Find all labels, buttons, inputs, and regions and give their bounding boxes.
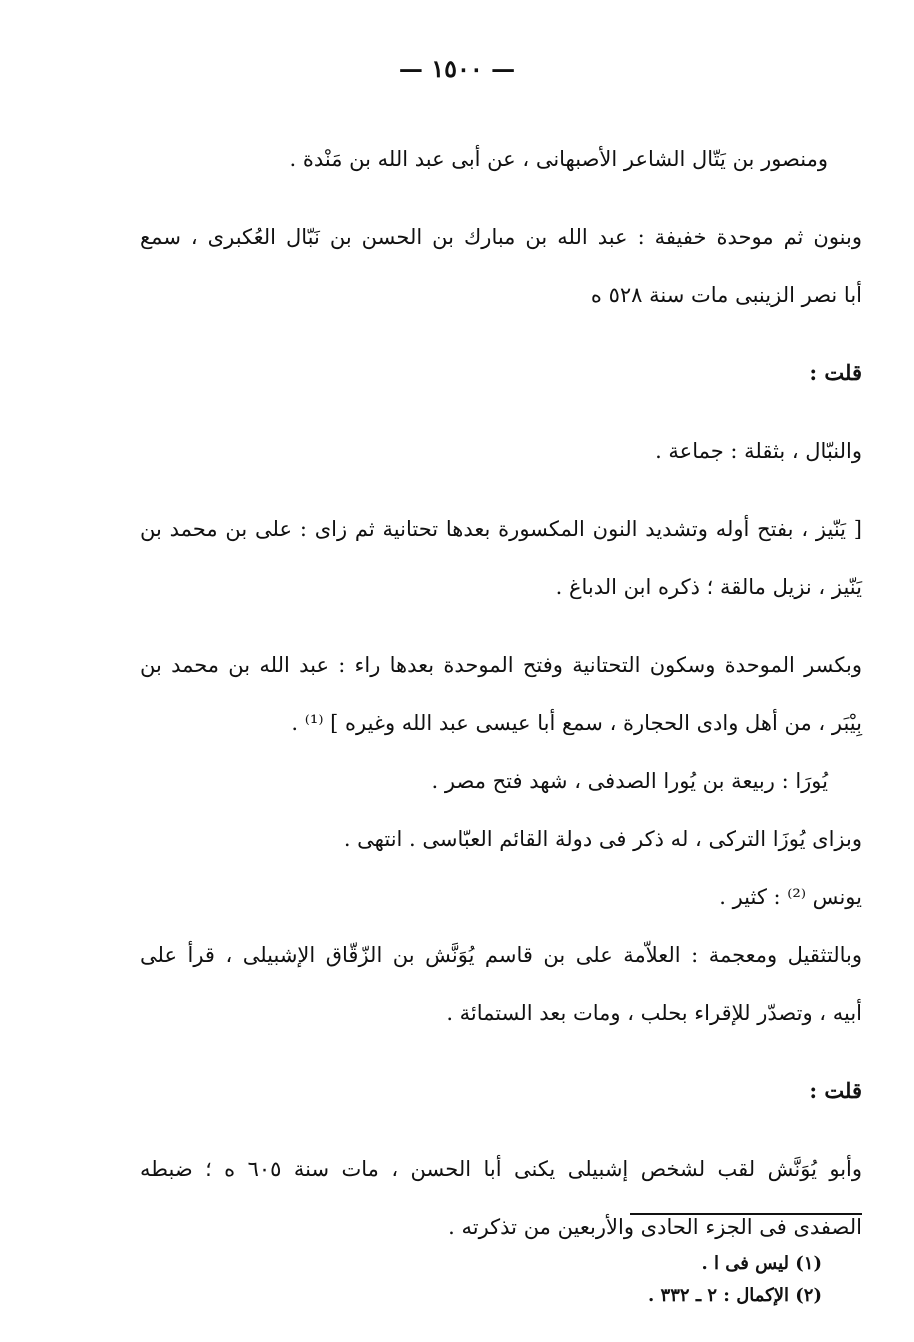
- section-heading: قلت :: [809, 360, 862, 385]
- text-line: والنبّال ، بثقلة : جماعة .: [655, 439, 862, 463]
- text-line: وأبو يُوَنَّش لقب لشخص إشبيلى يكنى أبا الحسن ، مات سنة ٦٠٥ ه ؛ ضبطه: [140, 1157, 862, 1181]
- section-heading: قلت :: [809, 1078, 862, 1103]
- text-line: وبكسر الموحدة وسكون التحتانية وفتح الموحدة بعدها راء : عبد الله بن محمد بن: [140, 653, 862, 677]
- text-line: أبيه ، وتصدّر للإقراء بحلب ، ومات بعد الستمائة .: [446, 1001, 862, 1025]
- footnotes: [648, 1248, 822, 1312]
- text-line: ومنصور بن يَتّال الشاعر الأصبهانى ، عن أبى عبد الله بن مَنْدة .: [289, 147, 828, 171]
- text-line: وبالتثقيل ومعجمة : العلاّمة على بن قاسم يُوَنَّش بن الزّقّاق الإشبيلى ، قرأ على: [140, 943, 862, 967]
- footnote: (١) ليس فى ا .: [701, 1253, 822, 1274]
- text-line: يَنّيز ، نزيل مالقة ؛ ذكره ابن الدباغ .: [555, 575, 862, 599]
- text-line: [ يَنّيز ، بفتح أوله وتشديد النون المكسورة بعدها تحتانية ثم زاى : على بن محمد بن: [140, 517, 862, 541]
- page-number: — ١٥٠٠ —: [398, 54, 516, 83]
- text-line: يُورَا : ربيعة بن يُورا الصدفى ، شهد فتح مصر .: [431, 769, 828, 793]
- footnote-divider: [630, 1213, 862, 1215]
- text-line: بِيْبَر ، من أهل وادى الحجارة ، سمع أبا عيسى عبد الله وغيره ] ⁽¹⁾ .: [291, 711, 862, 735]
- text-line: أبا نصر الزينبى مات سنة ٥٢٨ ه: [590, 283, 862, 307]
- text-line: وبنون ثم موحدة خفيفة : عبد الله بن مبارك بن الحسن بن نَبّال العُكبرى ، سمع: [140, 225, 862, 249]
- text-line: يونس ⁽²⁾ : كثير .: [719, 885, 862, 909]
- text-line: الصفدى فى الجزء الحادى والأربعين من تذكرته .: [448, 1215, 862, 1239]
- text-line: وبزاى يُوزَا التركى ، له ذكر فى دولة القائم العبّاسى . انتهى .: [343, 827, 862, 851]
- main-text: [140, 130, 862, 1256]
- footnote: (٢) الإكمال : ٢ ـ ٣٣٢ .: [647, 1285, 822, 1306]
